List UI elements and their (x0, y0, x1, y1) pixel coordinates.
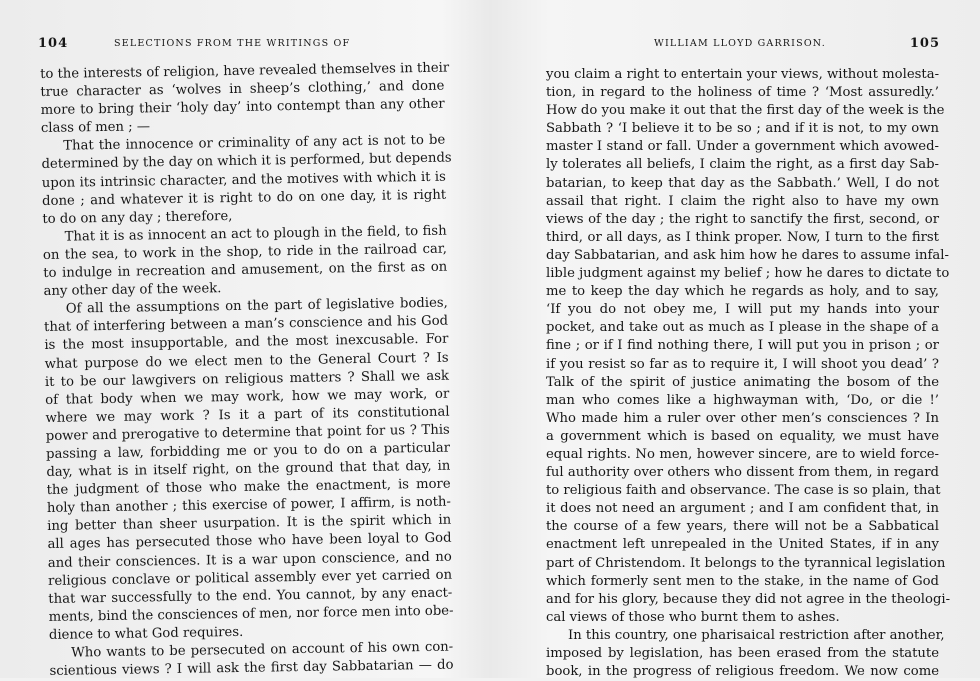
text-line: to the interests of religion, have revealed themselves in their (40, 60, 450, 82)
text-line: a government which is based on equality, we must have (546, 428, 939, 444)
page-number: 105 (909, 36, 940, 51)
running-head: SELECTIONS FROM THE WRITINGS OF (114, 38, 351, 49)
text-line: How do you make it out that the first day of the week is the (546, 103, 945, 119)
text-line: ing better than sheer usurpation. It is the spirit which in (47, 512, 452, 535)
text-line: to religious faith and observance. The case is so plain, that (546, 483, 941, 499)
text-line: and for his glory, because they did not agree in the theologi- (546, 591, 951, 607)
text-line: In this country, one pharisaical restriction after another, (568, 627, 945, 643)
text-line: which formerly sent men to the stake, in the name of God (546, 573, 939, 589)
text-line: if you resist so far as to require it, I will shoot you dead’ ? (546, 356, 939, 372)
text-line: the judgment of those who make the enactment, is more (46, 476, 451, 499)
text-line: That it is as innocent an act to plough in the field, to fish (64, 223, 447, 245)
text-line: where we may work ? Is it a part of its constitutional (45, 404, 450, 426)
text-line: any other day of the week. (43, 281, 222, 300)
text-line: ful authority over others who dissent from them, in regard (546, 465, 939, 481)
right-page-header (490, 36, 980, 56)
text-line: enactment left unrepealed in the United States, if in any (546, 537, 939, 553)
page-number: 104 (38, 36, 69, 51)
text-line: dience to what God requires. (48, 624, 244, 643)
text-line: man who comes like a highwayman with, ‘Do, or die !’ (546, 392, 939, 408)
text-line: more to bring their ‘holy day’ into contempt than any other (40, 96, 445, 119)
text-line: views of the day ; the right to sanctify the first, second, or (546, 211, 939, 227)
right-page (490, 0, 980, 678)
text-line: lible judgment against my belief ; how he dares to dictate to (546, 266, 950, 282)
text-line: pocket, and take out as much as I please in the shape of a (546, 320, 939, 336)
text-line: ‘If you do not obey me, I will put my hands into your (546, 302, 939, 318)
text-line: ments, bind the consciences of men, nor force men into obe- (48, 603, 454, 625)
text-line: of that body when we may work, how we may work, or (45, 386, 450, 408)
text-line: That the innocence or criminality of any act is not to be (63, 133, 446, 155)
text-line: tion, in regard to the holiness of time ? ‘Most assuredly.’ (546, 85, 939, 101)
text-line: fine ; or if I find nothing there, I will put you in prison ; or (546, 338, 939, 354)
text-line: Talk of the spirit of justice animating the bosom of the (546, 374, 939, 390)
text-line: day, what is in itself right, on the ground that that day, in (46, 458, 451, 481)
text-line: true character as ‘wolves in sheep’s clothing,’ and done (40, 78, 445, 101)
text-line: is the most insupportable, and the most inexcusable. For (44, 332, 449, 354)
text-line: religious conclave or political assembly ever yet carried on (47, 567, 453, 589)
text-line: determined by the day on which it is performed, but depends (41, 151, 452, 173)
text-line: part of Christendom. It belongs to the tyrannical legislation (546, 555, 946, 571)
text-line: that war successfully to the end. You cannot, by any enact- (48, 585, 453, 607)
text-line: all ages has persecuted those who have been loyal to God (47, 531, 452, 553)
text-line: power and prerogative to determine that point for us ? This (45, 422, 450, 444)
text-line: on the sea, to work in the shop, to ride in the railroad car, (42, 241, 448, 263)
running-head: WILLIAM LLOYD GARRISON. (654, 38, 826, 49)
text-line: cal views of those who burnt them to ashes. (546, 609, 840, 625)
text-line: what purpose do we elect men to the General Court ? Is (44, 350, 449, 372)
text-line: upon its intrinsic character, and the motives with which it is (41, 169, 446, 191)
text-line: ly tolerates all beliefs, I claim the right, as a first day Sab- (546, 157, 939, 173)
left-page-body-text (40, 60, 454, 681)
text-line: class of men ; — (40, 119, 151, 137)
text-line: and their consciences. It is a war upon conscience, and no (47, 549, 452, 571)
text-line: Who wants to be persecuted on account of his own con- (71, 639, 454, 661)
text-line: master I stand or fall. Under a government which avowed- (546, 139, 939, 155)
text-line: Who made him a ruler over other men’s consciences ? In (546, 410, 939, 426)
text-line: passing a law, forbidding me or you to do on a particular (45, 440, 451, 462)
text-line: equal rights. No men, however sincere, are to wield force- (546, 446, 939, 462)
left-page (0, 0, 490, 678)
text-line: it to be our lawgivers on religious matters ? Shall we ask (44, 368, 450, 390)
text-line: to indulge in recreation and amusement, on the first as on (43, 259, 448, 282)
text-line: Sabbath ? ‘I believe it to be so ; and if it is not, to my own (546, 121, 939, 137)
text-line: to do on any day ; therefore, (42, 208, 233, 227)
text-line: that of interfering between a man’s conscience and his God (43, 313, 449, 336)
text-line: third, or all days, as I think proper. Now, I turn to the first (546, 229, 939, 245)
text-line: imposed by legislation, has been erased from the statute (546, 646, 939, 661)
text-line: it does not need an argument ; and I am confident that, in (546, 501, 939, 517)
text-line: batarian, to keep that day as the Sabbath.’ Well, I do not (546, 175, 939, 191)
text-line: you claim a right to entertain your views, without molesta- (546, 67, 940, 82)
text-line: holy than another ; this exercise of power, I affirm, is noth- (46, 494, 452, 517)
text-line: the course of a few years, there will not be a Sabbatical (546, 519, 939, 535)
text-line: scientious views ? I will ask the first day Sabbatarian — do (49, 657, 454, 680)
text-line: me to keep the day which he regards as holy, and to say, (546, 284, 939, 300)
text-line: day Sabbatarian, and ask him how he dares to assume infal- (546, 247, 949, 263)
left-page-header (0, 36, 490, 56)
right-page-body-text (546, 66, 951, 681)
text-line: Of all the assumptions on the part of legislative bodies, (65, 295, 448, 317)
text-line: assail that right. I claim the right also to have my own (546, 193, 939, 209)
text-line: book, in the progress of religious freedom. We now come (546, 664, 939, 680)
text-line: done ; and whatever it is right to do on one day, it is right (42, 187, 447, 209)
